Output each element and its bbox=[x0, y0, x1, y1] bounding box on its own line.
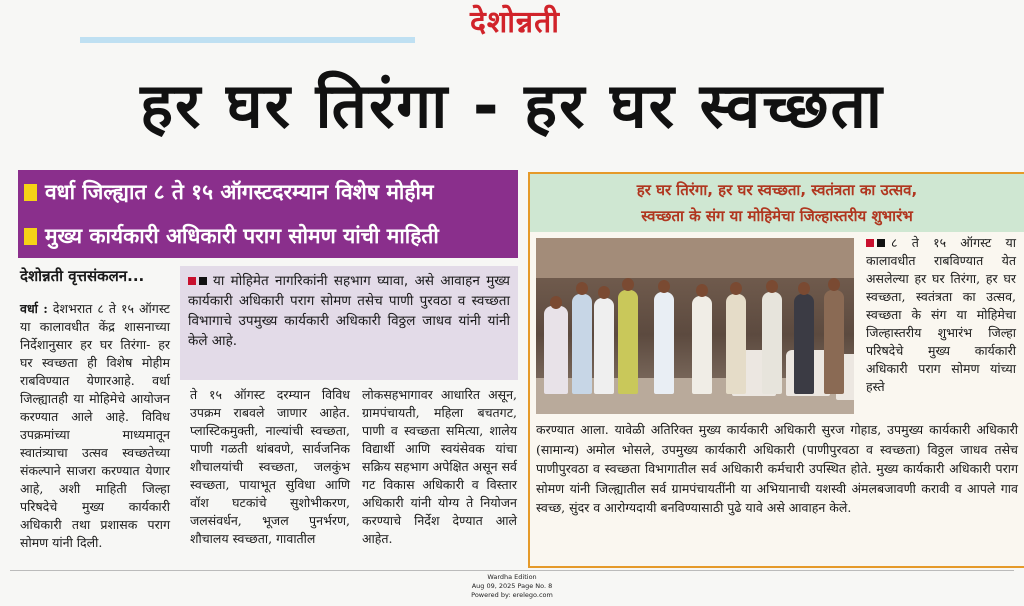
photo-person bbox=[572, 294, 592, 394]
lead-paragraph bbox=[180, 266, 518, 356]
photo-person bbox=[824, 290, 844, 394]
square-bullet-icon bbox=[24, 184, 37, 201]
right-wide-text: करण्यात आला. यावेळी अतिरिक्त मुख्य कार्यकारी अधिकारी सुरज गोहाड, उपमुख्य कार्यकारी अधिकारी (सामान्य) अमोल भोसले, उपमुख्य कार्यकारी अधिकारी (पाणीपुरवठा व स्वच्छता) विठ्ठल जाधव तसेच पाणीपुरवठा व स्वच्छता विभागातील सर्व अधिकारी कर्मचारी उपस्थित होते. मुख्य कार्यकारी अधिकारी पराग सोमण यांनी जिल्ह्यातील सर्व ग्रामपंचायतींनी या अभियानाची यशस्वी अंमलबजावणी करावी व आपले गाव स्वच्छ, सुंदर व आरोग्यदायी बनविण्यासाठी पुढे यावे असे आवाहन केले. bbox=[536, 422, 1018, 515]
right-story-heading bbox=[530, 174, 1024, 232]
photo-person bbox=[618, 290, 638, 394]
photo-person-head bbox=[730, 282, 742, 295]
footer-edition: Wardha Edition bbox=[487, 573, 537, 581]
photo-person bbox=[594, 298, 614, 394]
highlight-item bbox=[18, 170, 518, 214]
photo-person bbox=[654, 292, 674, 394]
right-side-text: ८ ते १५ ऑगस्ट या कालावधीत राबविण्यात येत असलेल्या हर घर तिरंगा, हर घर स्वच्छता, स्वतंत्रता का उत्सव, स्वच्छता के संग या मोहिमेचा जिल्हास्तरीय शुभारंभ जिल्हा परिषदेचे मुख्य कार्यकारी अधिकारी पराग सोमण यांच्या हस्ते bbox=[866, 235, 1016, 394]
footer-date-page: Aug 09, 2025 Page No. 8 bbox=[471, 582, 553, 590]
photo-person-head bbox=[828, 278, 840, 291]
middle-column: ते १५ ऑगस्ट दरम्यान विविध उपक्रम राबवले जाणार आहेत. प्लास्टिकमुक्ती, नाल्यांची स्वच्छता, पाणी गळती थांबवणे, सार्वजनिक शौचालयांची स्वच्छता, जलकुंभ स्वच्छता, पायाभूत सुविधा आणि वॉश घटकांचे सुशोभीकरण, जलसंवर्धन, भूजल पुनर्भरण, शौचालय स्वच्छता, गावातील bbox=[190, 387, 350, 546]
square-bullet-icon bbox=[24, 228, 37, 245]
newspaper-logo: देशोन्नती bbox=[469, 5, 561, 40]
highlight-text: मुख्य कार्यकारी अधिकारी पराग सोमण यांची माहिती bbox=[45, 224, 439, 248]
masthead-rule bbox=[80, 37, 415, 43]
photo-person bbox=[794, 294, 814, 394]
highlight-item bbox=[18, 214, 518, 258]
footer-powered-by: Powered by: erelego.com bbox=[471, 591, 553, 599]
photo-person bbox=[544, 306, 568, 394]
right-side-column bbox=[866, 234, 1016, 396]
photo-person bbox=[692, 296, 712, 394]
photo-person-head bbox=[550, 296, 562, 309]
highlights-box bbox=[18, 170, 518, 258]
right-story-box bbox=[528, 172, 1024, 568]
black-square-icon bbox=[199, 277, 207, 285]
highlight-text: वर्धा जिल्ह्यात ८ ते १५ ऑगस्टदरम्यान विशेष मोहीम bbox=[45, 180, 434, 204]
footer-rule bbox=[10, 570, 1014, 571]
footer bbox=[0, 573, 1024, 600]
masthead bbox=[0, 0, 1024, 52]
right-heading-line: स्वच्छता के संग या मोहिमेचा जिल्हास्तरीय शुभारंभ bbox=[641, 207, 913, 225]
byline: देशोन्नती वृत्तसंकलन... bbox=[20, 267, 145, 285]
photo-person-head bbox=[696, 284, 708, 297]
photo-person-head bbox=[766, 280, 778, 293]
photo-person-head bbox=[798, 282, 810, 295]
red-square-icon bbox=[188, 277, 196, 285]
third-column: लोकसहभागावर आधारित असून, ग्रामपंचायती, महिला बचतगट, पाणी व स्वच्छता समित्या, शालेय विद्यार्थी आणि स्वयंसेवक यांचा सक्रिय सहभाग अपेक्षित असून सर्व गट विकास अधिकारी व विस्तार अधिकारी यांनी योग्य ते नियोजन करण्याचे निर्देश देण्यात आले आहेत. bbox=[362, 387, 517, 546]
left-column bbox=[20, 300, 170, 552]
photo-person-head bbox=[622, 278, 634, 291]
lead-box bbox=[180, 266, 518, 380]
photo-person-head bbox=[598, 286, 610, 299]
main-headline: हर घर तिरंगा - हर घर स्वच्छता bbox=[140, 69, 884, 142]
photo-person-head bbox=[576, 282, 588, 295]
photo-person-head bbox=[658, 280, 670, 293]
photo-person bbox=[726, 294, 746, 394]
lead-text: या मोहिमेत नागरिकांनी सहभाग घ्यावा, असे आवाहन मुख्य कार्यकारी अधिकारी पराग सोमण तसेच पाणी पुरवठा व स्वच्छता विभागाचे उपमुख्य कार्यकारी अधिकारी विठ्ठल जाधव यांनी यांनी केले आहे. bbox=[188, 273, 510, 349]
right-heading-line: हर घर तिरंगा, हर घर स्वच्छता, स्वतंत्रता का उत्सव, bbox=[636, 181, 918, 199]
red-square-icon bbox=[866, 239, 874, 247]
black-square-icon bbox=[877, 239, 885, 247]
event-photo bbox=[536, 238, 854, 414]
photo-person bbox=[762, 292, 782, 394]
dateline: वर्धा : bbox=[20, 301, 48, 316]
photo-wall bbox=[536, 238, 854, 278]
left-column-text: देशभरात ८ ते १५ ऑगस्ट या कालावधीत केंद्र शासनाच्या निर्देशानुसार हर घर तिरंगा- हर घर स्वच्छता ही विशेष मोहीम राबविण्यात येणारआहे. वर्धा जिल्ह्यातही या मोहिमेचे आयोजन करण्यात आले आहे. विविध उपक्रमांच्या माध्यमातून स्वातंत्र्याचा उत्सव स्वच्छतेच्या संकल्पाने साजरा करण्यात येणार आहे, अशी माहिती जिल्हा परिषदेचे मुख्य कार्यकारी अधिकारी तथा प्रशासक पराग सोमण यांनी दिली. bbox=[20, 301, 170, 550]
